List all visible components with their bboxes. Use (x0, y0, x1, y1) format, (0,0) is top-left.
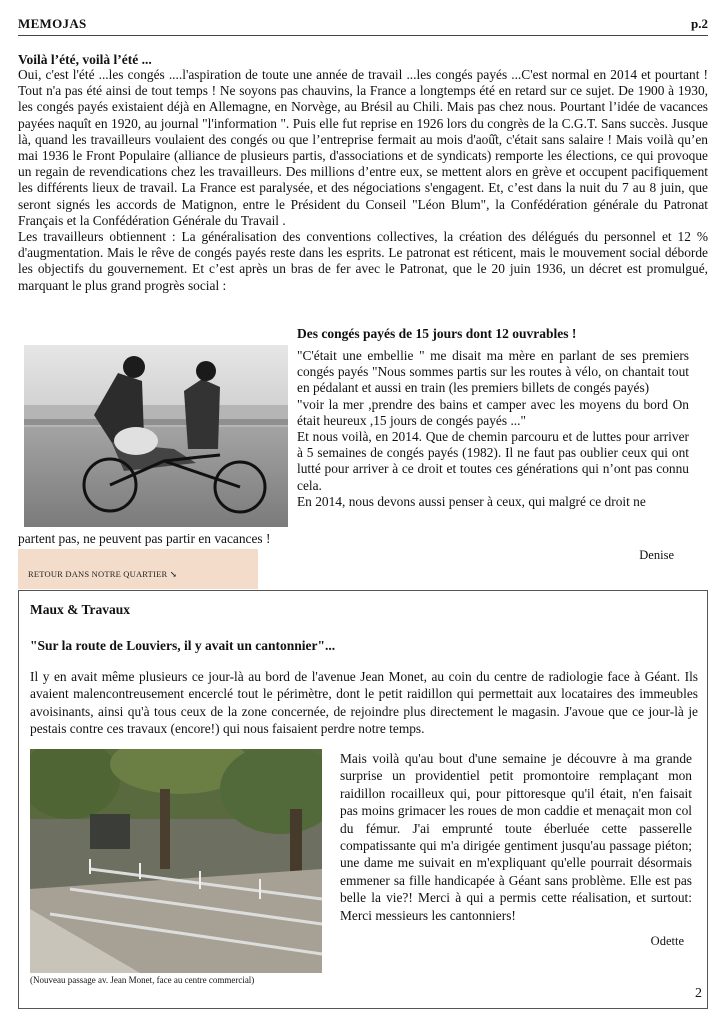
page-label: p.2 (691, 16, 708, 31)
newsletter-name: MEMOJAS (18, 16, 87, 31)
photo-caption: (Nouveau passage av. Jean Monet, face au centre commercial) (30, 975, 255, 985)
paragraph: Les travailleurs obtiennent : La généralisation des conventions collectives, la création des délégués du personnel et 12 % d'augmentation. Mais le rêve de congés payés reste dans les esprits. Le patronat est réticent, mais le mouvement social déborde les objectifs du gouvernement. Et c’est après un bras de fer avec le Patronat, que le 20 juin 1936, un décret est promulgué, marquant le plus grand progrès social : (18, 229, 708, 293)
retour-label: RETOUR DANS NOTRE QUARTIER ↘ (28, 569, 178, 579)
arrow-down-right-icon: ↘ (169, 569, 178, 579)
paragraph: En 2014, nous devons aussi penser à ceux, qui malgré ce droit ne (297, 493, 646, 509)
paragraph: Il y en avait même plusieurs ce jour-là au bord de l'avenue Jean Monet, au coin du centre de radiologie face à Géant. Ils avaient malencontreusement encerclé tout le périmètre, dont le petit raidillon qui permettait aux locataires des immeubles avoisinants, ainsi qu'à tous ceux de la zone concernée, de rejoindre plus directement le magasin. J'avoue que ce jour-là je pestais contre ces travaux (encore!) qui nous faisaient perdre notre temps. (30, 669, 698, 737)
quote-block (297, 348, 689, 510)
article-subtitle: "Sur la route de Louviers, il y avait un cantonnier"... (30, 638, 336, 653)
author-signature: Denise (639, 548, 674, 562)
article-title: Voilà l’été, voilà l’été ... (18, 52, 152, 67)
page-header (18, 14, 708, 36)
author-signature: Odette (650, 934, 684, 948)
paragraph: Mais voilà qu'au bout d'une semaine je découvre à ma grande surprise un providentiel petit promontoire remplaçant mon raidillon rocailleux qui, pour pittoresque qu'il était, n'en faisait pas moins grimacer les roues de mon caddie et menaçait mon col du fémur. J'ai emprunté toute éberluée cette passerelle compatissante qui m'a dirigée gentiment jusqu'au passage piéton; une dame me suivait en m'expliquant qu'elle pourrait désormais emmener sa fille handicapée à Géant sans problème. Elle est pas belle la vie?! Merci à qui a permis cette réalisation, et surtout: Merci messieurs les cantonniers! (340, 751, 692, 923)
article-subheading: Des congés payés de 15 jours dont 12 ouvrables ! (297, 326, 577, 341)
retour-banner[interactable] (18, 549, 258, 589)
walkway-ramp-photo (30, 749, 322, 973)
paragraph: partent pas, ne peuvent pas partir en vacances ! (18, 531, 271, 546)
quote-paragraph: "voir la mer ,prendre des bains et camper avec les moyens du bord On était heureux ,15 jours de congés payés ..." (297, 396, 689, 428)
article-title: Maux & Travaux (30, 602, 131, 617)
paragraph: Et nous voilà, en 2014. Que de chemin parcouru et de luttes pour arriver à 5 semaines de congés payés (1982). Il ne faut pas oublier ceux qui ont lutté pour arriver à ce droit et toutes ces générations qui n’ont pas connu cela. (297, 429, 689, 493)
paragraph: Oui, c'est l'été ...les congés ....l'aspiration de toute une année de travail ...les congés payés ...C'est normal en 2014 et pourtant ! Tout n'a pas été ainsi de tout temps ! Ne soyons pas chauvins, la France a longtemps été en retard sur ce sujet. De 1900 à 1930, les congés payés existaient déjà en Allemagne, en Norvège, au Brésil au Chili. Mais pas chez nous. Pourtant l’idée de vacances payées naquît en 1920, au journal "l'information ". Puis elle fut reprise en 1926 lors du congrès de la C.G.T. Sans succès. Jusque là, quand les travailleurs voulaient des congés ou que l’entreprise fermait au mois d'aoû̂t, c'était sans salaire ! Mais voilà qu’en mai 1936 le Front Populaire (alliance de plusieurs partis, d'associations et de syndicats) remporte les élections, ce qui provoque un regain de revendications chez les travailleurs. Des millions d’entre eux, se mettent alors en grève et occupent pacifiquement les différents lieux de travail. La France est paralysée, et des négociations s'engagent. Et, c’est dans la nuit du 7 au 8 juin, que seront signés les accords de Matignon, entre le Président du Conseil "Léon Blum", la Confédération générale du Patronat Français et la Confédération Générale du Travail . (18, 67, 708, 228)
quote-paragraph: "C'était une embellie " me disait ma mère en parlant de ses premiers congés payés "Nous sommes partis sur les routes à vélo, on chantait tout en pédalant et aussi en train (les premiers billets de congés payés) (297, 348, 689, 396)
article-body (30, 668, 698, 738)
article-body (340, 750, 692, 924)
article-body (18, 67, 708, 294)
paragraph-continued (18, 531, 708, 547)
page-number: 2 (695, 986, 702, 1001)
vintage-tandem-bicycle-photo (24, 345, 288, 527)
